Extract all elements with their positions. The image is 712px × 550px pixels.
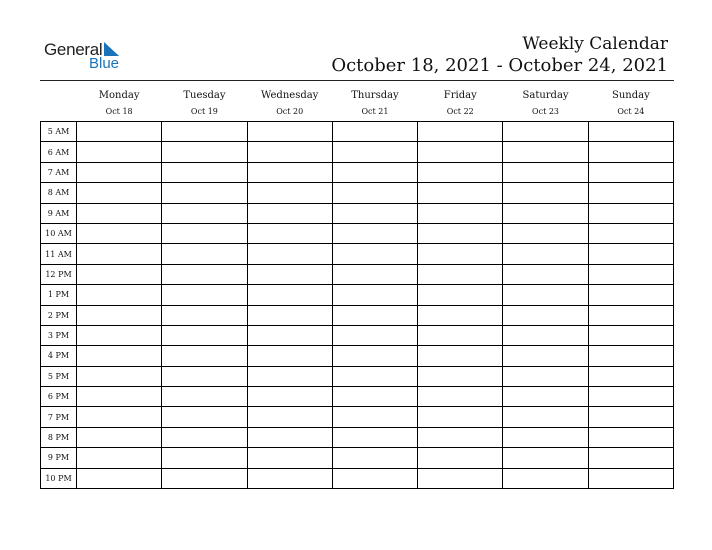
calendar-cell[interactable] — [503, 305, 588, 325]
calendar-cell[interactable] — [332, 427, 417, 447]
calendar-cell[interactable] — [503, 448, 588, 468]
calendar-cell[interactable] — [247, 122, 332, 142]
time-row — [41, 468, 674, 488]
calendar-cell[interactable] — [588, 122, 673, 142]
calendar-cell[interactable] — [162, 122, 247, 142]
day-name-sunday: Sunday — [611, 90, 650, 101]
calendar-cell[interactable] — [77, 183, 162, 203]
calendar-cell[interactable] — [332, 285, 417, 305]
calendar-cell[interactable] — [332, 183, 417, 203]
calendar-cell[interactable] — [588, 203, 673, 223]
time-row — [41, 183, 674, 203]
calendar-cell[interactable] — [418, 162, 503, 182]
time-row — [41, 285, 674, 305]
calendar-cell[interactable] — [503, 427, 588, 447]
calendar-cell[interactable] — [162, 264, 247, 284]
day-date-thursday: Oct 21 — [361, 106, 389, 116]
day-name-thursday: Thursday — [351, 90, 399, 101]
calendar-cell[interactable] — [162, 325, 247, 345]
time-label: 1 PM — [41, 285, 77, 305]
time-label: 3 PM — [41, 325, 77, 345]
time-label: 4 PM — [41, 346, 77, 366]
calendar-cell[interactable] — [588, 223, 673, 243]
calendar-cell[interactable] — [77, 305, 162, 325]
calendar-cell[interactable] — [418, 285, 503, 305]
calendar-cell[interactable] — [77, 264, 162, 284]
calendar-cell[interactable] — [418, 203, 503, 223]
time-label: 6 AM — [41, 142, 77, 162]
time-row — [41, 264, 674, 284]
calendar-cell[interactable] — [162, 468, 247, 488]
calendar-cell[interactable] — [162, 285, 247, 305]
time-row — [41, 387, 674, 407]
calendar-cell[interactable] — [418, 387, 503, 407]
calendar-cell[interactable] — [418, 448, 503, 468]
calendar-cell[interactable] — [247, 448, 332, 468]
time-label: 8 PM — [41, 427, 77, 447]
calendar-cell[interactable] — [588, 346, 673, 366]
calendar-cell[interactable] — [503, 183, 588, 203]
calendar-cell[interactable] — [247, 407, 332, 427]
calendar-cell[interactable] — [77, 427, 162, 447]
time-row — [41, 203, 674, 223]
calendar-cell[interactable] — [332, 244, 417, 264]
time-row — [41, 162, 674, 182]
day-name-row — [41, 81, 674, 101]
calendar-cell[interactable] — [162, 183, 247, 203]
time-column-header-blank — [41, 101, 77, 122]
calendar-cell[interactable] — [162, 448, 247, 468]
time-row — [41, 305, 674, 325]
calendar-cell[interactable] — [503, 162, 588, 182]
calendar-cell[interactable] — [503, 223, 588, 243]
calendar-cell[interactable] — [247, 468, 332, 488]
time-column-header — [41, 81, 77, 101]
calendar-cell[interactable] — [332, 366, 417, 386]
calendar-cell[interactable] — [332, 203, 417, 223]
calendar-cell[interactable] — [588, 305, 673, 325]
day-date-tuesday: Oct 19 — [190, 106, 218, 116]
time-label: 8 AM — [41, 183, 77, 203]
calendar-cell[interactable] — [162, 346, 247, 366]
time-row — [41, 223, 674, 243]
calendar-cell[interactable] — [332, 387, 417, 407]
calendar-cell[interactable] — [588, 285, 673, 305]
calendar-cell[interactable] — [503, 142, 588, 162]
calendar-cell[interactable] — [162, 366, 247, 386]
calendar-cell[interactable] — [418, 183, 503, 203]
day-name-friday: Friday — [443, 90, 477, 101]
calendar-cell[interactable] — [503, 366, 588, 386]
calendar-cell[interactable] — [332, 468, 417, 488]
calendar-cell[interactable] — [247, 223, 332, 243]
page-title: Weekly Calendar — [522, 34, 668, 54]
calendar-cell[interactable] — [247, 183, 332, 203]
time-row — [41, 427, 674, 447]
calendar-cell[interactable] — [77, 366, 162, 386]
time-row — [41, 448, 674, 468]
time-row — [41, 122, 674, 142]
time-label: 10 PM — [41, 468, 77, 488]
calendar-cell[interactable] — [418, 366, 503, 386]
logo-word-blue: Blue — [89, 55, 120, 72]
logo — [44, 38, 134, 74]
calendar-cell[interactable] — [418, 407, 503, 427]
time-label: 12 PM — [41, 264, 77, 284]
calendar-cell[interactable] — [418, 468, 503, 488]
calendar-cell[interactable] — [588, 264, 673, 284]
calendar-cell[interactable] — [418, 223, 503, 243]
calendar-cell[interactable] — [332, 346, 417, 366]
calendar-cell[interactable] — [77, 407, 162, 427]
calendar-cell[interactable] — [247, 427, 332, 447]
calendar-cell[interactable] — [162, 244, 247, 264]
calendar-cell[interactable] — [503, 264, 588, 284]
calendar-cell[interactable] — [503, 407, 588, 427]
day-date-sunday: Oct 24 — [617, 106, 645, 116]
calendar-cell[interactable] — [588, 162, 673, 182]
time-label: 5 AM — [41, 122, 77, 142]
calendar-cell[interactable] — [588, 448, 673, 468]
calendar-cell[interactable] — [332, 325, 417, 345]
logo-word-general: General — [44, 40, 103, 59]
calendar-cell[interactable] — [77, 387, 162, 407]
time-label: 7 AM — [41, 162, 77, 182]
time-label: 9 AM — [41, 203, 77, 223]
day-name-wednesday: Wednesday — [261, 90, 319, 101]
calendar-cell[interactable] — [418, 244, 503, 264]
calendar-cell[interactable] — [247, 325, 332, 345]
time-label: 11 AM — [41, 244, 77, 264]
calendar-cell[interactable] — [77, 203, 162, 223]
calendar-cell[interactable] — [77, 244, 162, 264]
day-name-tuesday: Tuesday — [183, 90, 226, 101]
calendar-cell[interactable] — [503, 203, 588, 223]
calendar-cell[interactable] — [503, 285, 588, 305]
calendar-cell[interactable] — [588, 183, 673, 203]
time-row — [41, 142, 674, 162]
time-label: 2 PM — [41, 305, 77, 325]
calendar-cell[interactable] — [247, 203, 332, 223]
calendar-cell[interactable] — [162, 427, 247, 447]
calendar-cell[interactable] — [247, 346, 332, 366]
calendar-cell[interactable] — [247, 264, 332, 284]
calendar-cell[interactable] — [503, 122, 588, 142]
day-name-monday: Monday — [98, 90, 140, 101]
calendar-cell[interactable] — [77, 122, 162, 142]
calendar-cell[interactable] — [332, 223, 417, 243]
calendar-cell[interactable] — [247, 387, 332, 407]
calendar-cell[interactable] — [418, 305, 503, 325]
calendar-cell[interactable] — [332, 448, 417, 468]
day-name-saturday: Saturday — [522, 90, 569, 101]
calendar-cell[interactable] — [77, 142, 162, 162]
calendar-cell[interactable] — [247, 244, 332, 264]
time-row — [41, 407, 674, 427]
calendar-cell[interactable] — [162, 387, 247, 407]
calendar-cell[interactable] — [332, 305, 417, 325]
calendar-cell[interactable] — [503, 387, 588, 407]
calendar-cell[interactable] — [503, 325, 588, 345]
time-row — [41, 346, 674, 366]
time-label: 6 PM — [41, 387, 77, 407]
time-label: 7 PM — [41, 407, 77, 427]
calendar-cell[interactable] — [77, 468, 162, 488]
time-label: 9 PM — [41, 448, 77, 468]
calendar-cell[interactable] — [77, 285, 162, 305]
calendar-cell[interactable] — [332, 264, 417, 284]
calendar-cell[interactable] — [588, 244, 673, 264]
calendar-cell[interactable] — [588, 325, 673, 345]
time-row — [41, 325, 674, 345]
calendar-cell[interactable] — [332, 122, 417, 142]
calendar-cell[interactable] — [588, 427, 673, 447]
time-row — [41, 244, 674, 264]
calendar-cell[interactable] — [77, 162, 162, 182]
day-date-wednesday: Oct 20 — [276, 106, 304, 116]
day-date-friday: Oct 22 — [446, 106, 474, 116]
day-date-row — [41, 101, 674, 122]
calendar-cell[interactable] — [162, 203, 247, 223]
calendar-cell[interactable] — [77, 223, 162, 243]
calendar-cell[interactable] — [503, 244, 588, 264]
calendar-cell[interactable] — [418, 325, 503, 345]
calendar-cell[interactable] — [418, 122, 503, 142]
calendar-cell[interactable] — [332, 162, 417, 182]
time-row — [41, 366, 674, 386]
calendar-cell[interactable] — [162, 407, 247, 427]
calendar-cell[interactable] — [247, 285, 332, 305]
time-label: 10 AM — [41, 223, 77, 243]
day-date-saturday: Oct 23 — [532, 106, 560, 116]
calendar-cell[interactable] — [588, 407, 673, 427]
calendar-cell[interactable] — [588, 366, 673, 386]
calendar-cell[interactable] — [247, 142, 332, 162]
calendar-cell[interactable] — [247, 162, 332, 182]
calendar-cell[interactable] — [332, 142, 417, 162]
calendar-cell[interactable] — [162, 162, 247, 182]
calendar-cell[interactable] — [247, 305, 332, 325]
calendar-cell[interactable] — [418, 264, 503, 284]
calendar-cell[interactable] — [247, 366, 332, 386]
calendar-cell[interactable] — [588, 387, 673, 407]
calendar-cell[interactable] — [162, 223, 247, 243]
calendar-cell[interactable] — [418, 346, 503, 366]
calendar-cell[interactable] — [332, 407, 417, 427]
calendar-cell[interactable] — [162, 142, 247, 162]
calendar-cell[interactable] — [418, 142, 503, 162]
weekly-calendar-grid — [40, 81, 674, 489]
calendar-cell[interactable] — [77, 448, 162, 468]
calendar-cell[interactable] — [77, 325, 162, 345]
day-date-monday: Oct 18 — [105, 106, 133, 116]
calendar-cell[interactable] — [503, 468, 588, 488]
calendar-cell[interactable] — [77, 346, 162, 366]
calendar-cell[interactable] — [418, 427, 503, 447]
time-label: 5 PM — [41, 366, 77, 386]
calendar-cell[interactable] — [588, 142, 673, 162]
date-range: October 18, 2021 - October 24, 2021 — [331, 55, 668, 76]
calendar-cell[interactable] — [503, 346, 588, 366]
calendar-cell[interactable] — [588, 468, 673, 488]
calendar-cell[interactable] — [162, 305, 247, 325]
